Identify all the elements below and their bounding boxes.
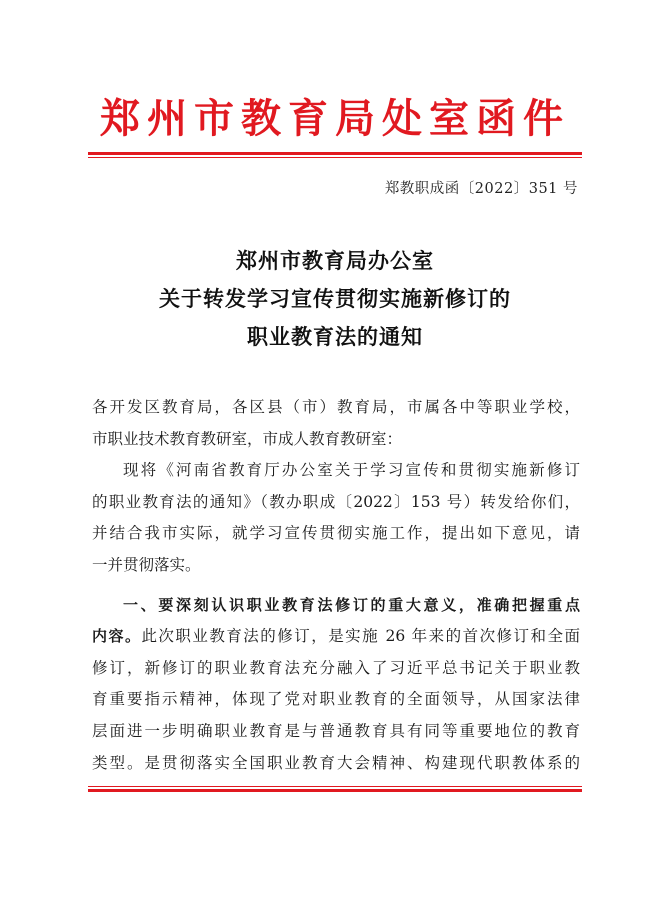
masthead-rule-thin: [88, 157, 582, 158]
title-line-2: 关于转发学习宣传贯彻实施新修订的: [159, 287, 511, 311]
section-1-heading-end: 内容。: [92, 627, 142, 646]
paragraph-1-line-3: 并结合我市实际，就学习宣传贯彻实施工作，提出如下意见，请: [92, 524, 580, 543]
title-line-3: 职业教育法的通知: [247, 325, 423, 349]
footer-rule-thin: [88, 786, 582, 787]
document-body: [92, 392, 580, 779]
section-1-line-2-text: 此次职业教育法的修订，是实施 26 年来的首次修订和全面: [141, 627, 580, 646]
section-1-heading: 一、要深刻认识职业教育法修订的重大意义，准确把握重点: [123, 595, 580, 614]
addressee-line-2: 市职业技术教育教研室，市成人教育教研室：: [92, 429, 403, 448]
paragraph-1-line-2: 的职业教育法的通知》（教办职成〔2022〕153 号）转发给你们，: [92, 492, 580, 511]
section-1-line-2: [92, 621, 580, 653]
paragraph-1-line-4: 一并贯彻落实。: [92, 555, 201, 574]
masthead-title: 郑州市教育局处室函件: [100, 96, 570, 142]
paragraph-1-line-1: 现将《河南省教育厅办公室关于学习宣传和贯彻实施新修订: [123, 461, 580, 480]
section-1-line-4: 育重要指示精神，体现了党对职业教育的全面领导，从国家法律: [92, 690, 580, 709]
footer-rule-thick: [88, 789, 582, 792]
document-number: 郑教职成函〔2022〕351 号: [384, 181, 578, 197]
masthead-rule-thick: [88, 152, 582, 155]
section-1-line-6: 类型。是贯彻落实全国职业教育大会精神、构建现代职教体系的: [92, 753, 580, 772]
document-title: [0, 242, 670, 356]
addressee-line-1: 各开发区教育局，各区县（市）教育局，市属各中等职业学校，: [92, 398, 580, 416]
section-1-line-3: 修订，新修订的职业教育法充分融入了习近平总书记关于职业教: [92, 658, 580, 677]
section-1-line-5: 层面进一步明确职业教育是与普通教育具有同等重要地位的教育: [92, 721, 580, 740]
title-line-1: 郑州市教育局办公室: [236, 249, 434, 273]
